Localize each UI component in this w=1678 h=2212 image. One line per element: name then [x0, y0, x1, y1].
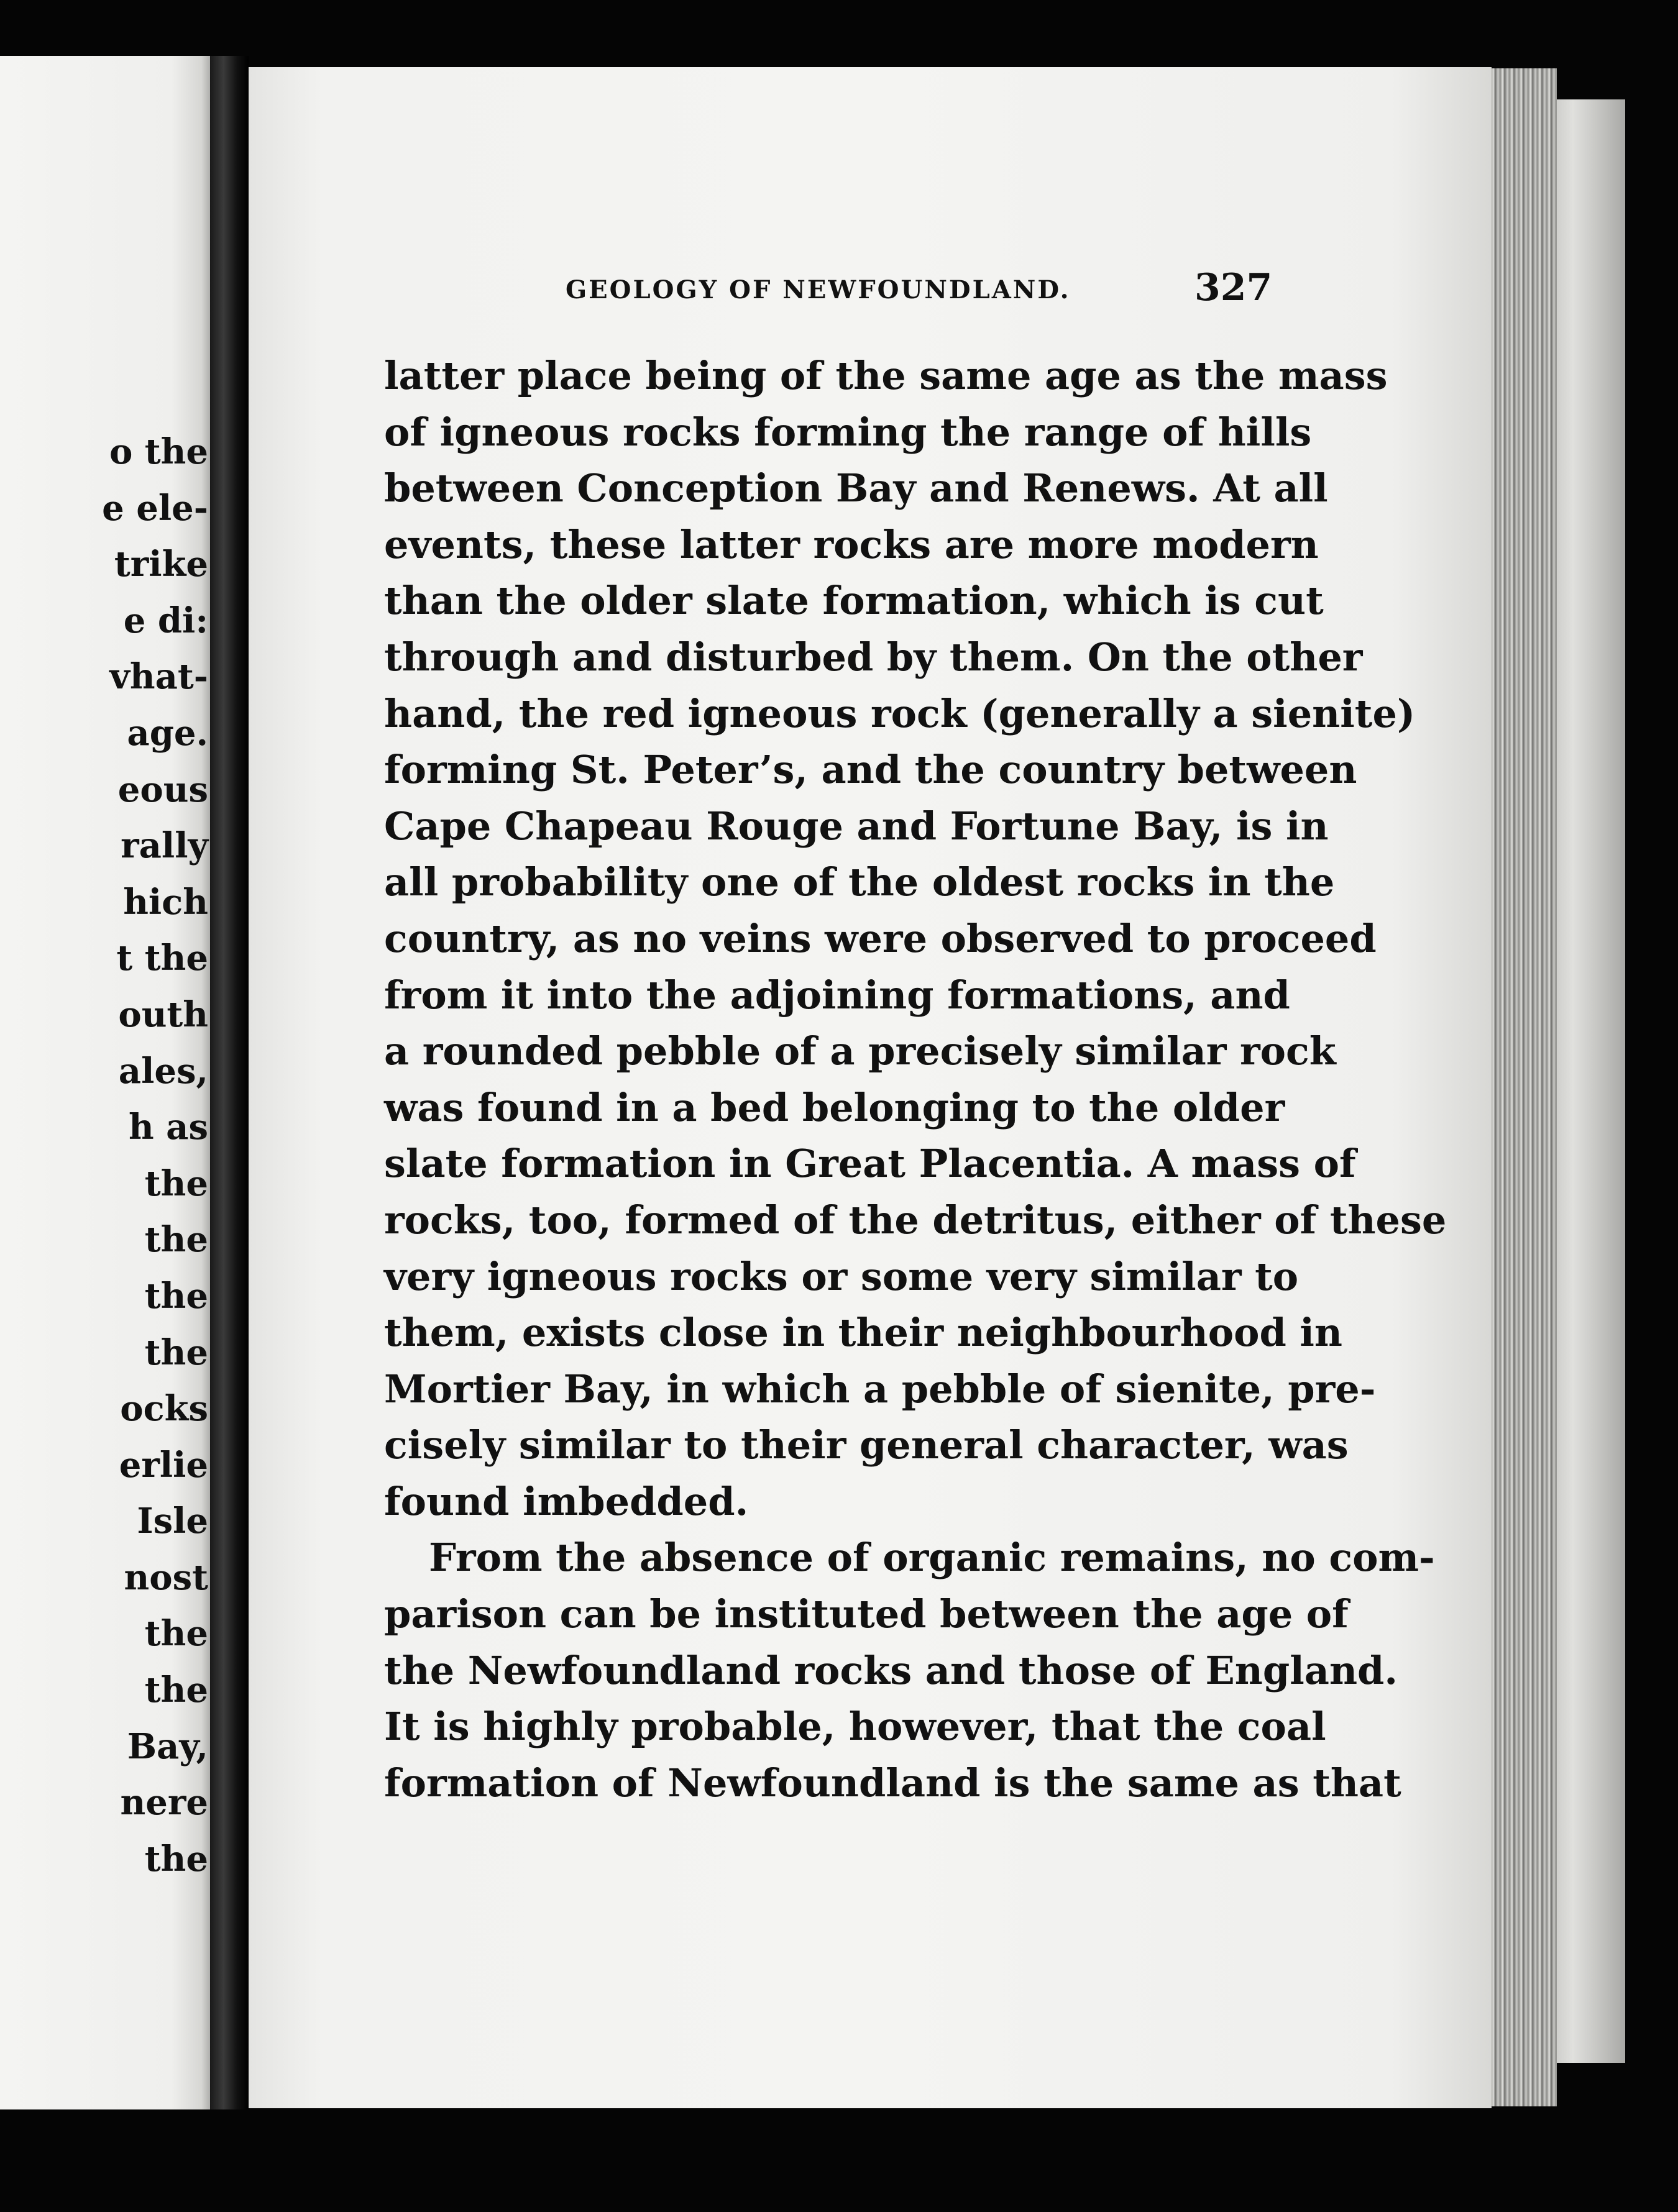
left-page-text	[102, 424, 208, 1887]
left-line: e ele-	[102, 487, 208, 529]
left-line: o the	[109, 431, 208, 472]
left-line: Isle	[137, 1501, 208, 1542]
left-line: the	[144, 1219, 208, 1261]
page-edges	[1488, 68, 1557, 2106]
left-line: t the	[116, 938, 208, 979]
text-line: through and disturbed by them. On the other	[384, 634, 1363, 680]
page-number: 327	[1194, 266, 1273, 309]
left-line: eous	[117, 769, 208, 810]
left-line: the	[144, 1613, 208, 1655]
left-line: hich	[123, 881, 208, 923]
left-line: ales,	[118, 1050, 208, 1092]
left-line: the	[144, 1163, 208, 1204]
left-line: nere	[120, 1782, 208, 1824]
left-line: h as	[128, 1107, 208, 1148]
text-line: hand, the red igneous rock (generally a sienite)	[384, 690, 1416, 736]
text-line: Mortier Bay, in which a pebble of sienite, pre-	[384, 1366, 1376, 1412]
text-line: parison can be instituted between the age of	[384, 1591, 1349, 1637]
text-line: found imbedded.	[384, 1478, 749, 1524]
text-line: rocks, too, formed of the detritus, either of these	[384, 1197, 1447, 1243]
left-line: the	[144, 1670, 208, 1711]
text-line: between Conception Bay and Renews. At all	[384, 465, 1328, 511]
left-line: e di:	[123, 600, 208, 641]
text-line: forming St. Peter’s, and the country between	[384, 747, 1357, 793]
left-line: outh	[118, 994, 208, 1035]
left-line: trike	[114, 544, 208, 585]
left-line: nost	[124, 1556, 208, 1598]
text-line: very igneous rocks or some very similar to	[384, 1253, 1299, 1299]
text-line: than the older slate formation, which is cut	[384, 578, 1324, 624]
left-line: age.	[127, 712, 208, 754]
text-line: was found in a bed belonging to the older	[384, 1084, 1285, 1130]
text-line: It is highly probable, however, that the coal	[384, 1704, 1326, 1750]
left-line: rally	[121, 825, 208, 867]
left-line: the	[144, 1838, 208, 1880]
text-line: Cape Chapeau Rouge and Fortune Bay, is in	[384, 803, 1329, 849]
text-line: of igneous rocks forming the range of hills	[384, 409, 1312, 455]
left-line: erlie	[119, 1444, 208, 1486]
left-line: vhat-	[109, 656, 208, 698]
text-line: the Newfoundland rocks and those of England.	[384, 1647, 1398, 1693]
left-line: ocks	[120, 1388, 208, 1430]
book-spine-gutter	[210, 56, 249, 2109]
text-line: cisely similar to their general character, was	[384, 1422, 1349, 1468]
text-line: slate formation in Great Placentia. A mass of	[384, 1141, 1356, 1187]
text-line: formation of Newfoundland is the same as that	[384, 1760, 1401, 1806]
text-line: from it into the adjoining formations, and	[384, 972, 1290, 1018]
left-line: the	[144, 1275, 208, 1317]
text-line: From the absence of organic remains, no com-	[429, 1535, 1435, 1581]
text-line: a rounded pebble of a precisely similar rock	[384, 1028, 1336, 1074]
left-line: the	[144, 1332, 208, 1373]
left-page	[0, 56, 214, 2109]
text-line: all probability one of the oldest rocks in the	[384, 859, 1335, 905]
body-text	[384, 348, 1447, 1811]
left-line: Bay,	[127, 1725, 208, 1767]
text-line: latter place being of the same age as the mass	[384, 353, 1388, 398]
text-line: events, these latter rocks are more modern	[384, 521, 1319, 567]
text-line: country, as no veins were observed to proceed	[384, 915, 1377, 961]
text-line: them, exists close in their neighbourhood in	[384, 1310, 1343, 1356]
running-head: GEOLOGY OF NEWFOUNDLAND.	[566, 275, 1071, 304]
